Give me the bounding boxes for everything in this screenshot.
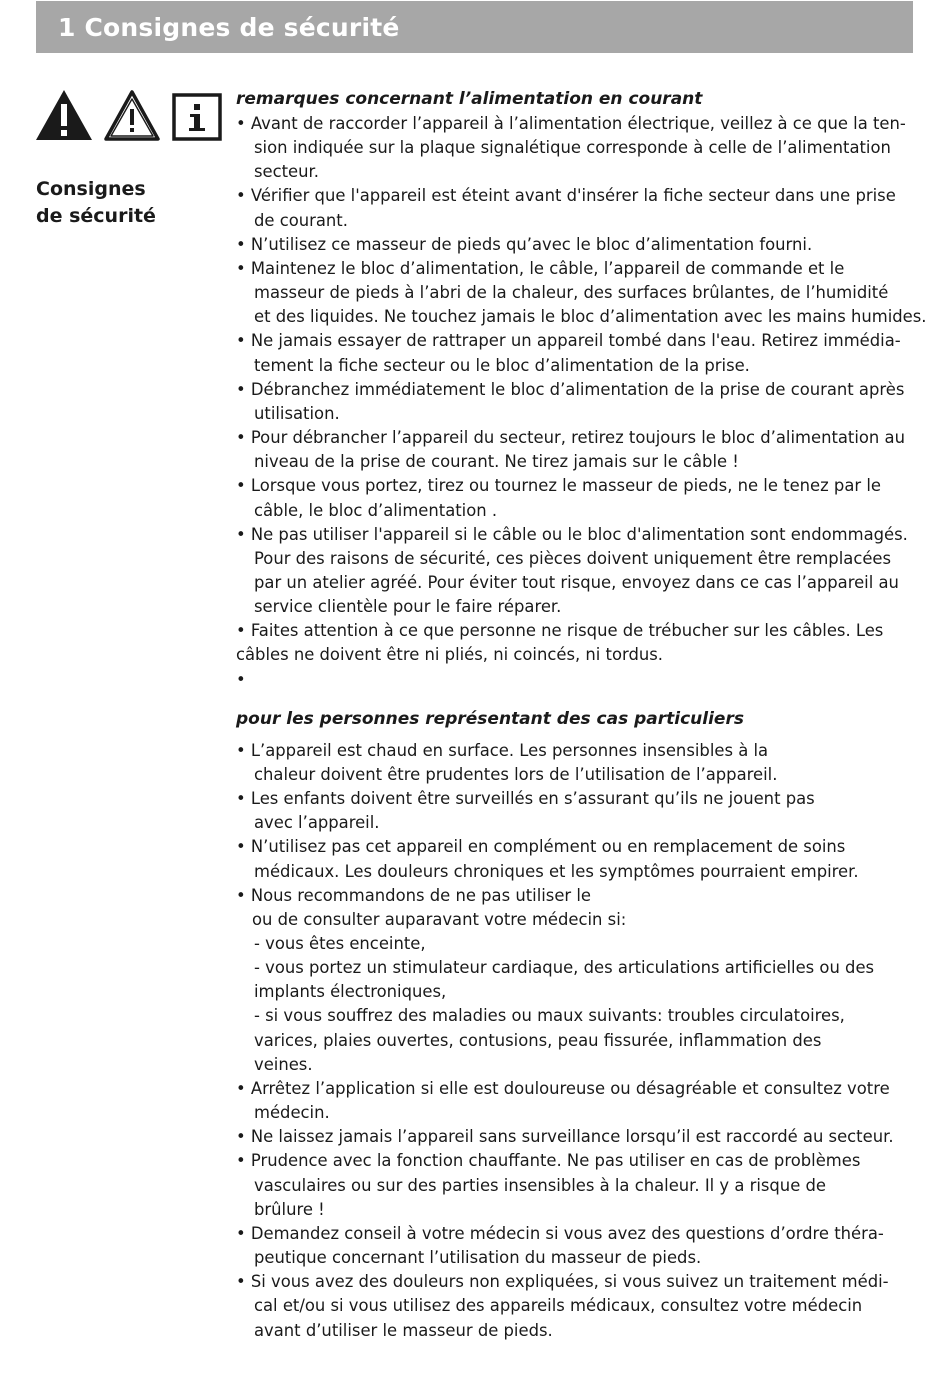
text-line: • Vérifier que l'appareil est éteint avant d'insérer la fiche secteur dans une prise	[236, 186, 896, 206]
text-line: • Débranchez immédiatement le bloc d’alimentation de la prise de courant après	[236, 379, 905, 399]
text-line: • Ne laissez jamais l’appareil sans surveillance lorsqu’il est raccordé au secteur.	[236, 1127, 894, 1147]
text-line: chaleur doivent être prudentes lors de l’utilisation de l’appareil.	[254, 764, 778, 784]
text-line: • Arrêtez l’application si elle est douloureuse ou désagréable et consultez votre	[236, 1078, 890, 1098]
text-line: • Demandez conseil à votre médecin si vous avez des questions d’ordre théra-	[236, 1223, 884, 1243]
sidebar-heading	[36, 176, 216, 230]
text-line: de courant.	[254, 210, 348, 230]
text-line: câble, le bloc d’alimentation .	[254, 500, 498, 520]
text-line: - vous êtes enceinte,	[254, 934, 426, 953]
warning-triangle-icon	[102, 88, 162, 142]
text-line: - vous portez un stimulateur cardiaque, des articulations artificielles ou des	[254, 958, 875, 978]
section-title-power: remarques concernant l’alimentation en courant	[236, 89, 703, 109]
text-line: - si vous souffrez des maladies ou maux suivants: troubles circulatoires,	[254, 1006, 845, 1026]
sidebar-heading-line2: de sécurité	[36, 205, 156, 227]
text-line: • L’appareil est chaud en surface. Les personnes insensibles à la	[236, 740, 769, 760]
text-line: vasculaires ou sur des parties insensibles à la chaleur. Il y a risque de	[254, 1175, 826, 1195]
text-line: avec l’appareil.	[254, 813, 380, 833]
text-line: • Lorsque vous portez, tirez ou tournez le masseur de pieds, ne le tenez par le	[236, 476, 881, 496]
text-line: implants électroniques,	[254, 982, 447, 1002]
text-line: • Ne jamais essayer de rattraper un appareil tombé dans l'eau. Retirez immédia-	[236, 331, 901, 351]
text-line: utilisation.	[254, 403, 340, 423]
text-line: et des liquides. Ne touchez jamais le bloc d’alimentation avec les mains humides.	[254, 307, 927, 327]
danger-triangle-icon	[34, 88, 94, 142]
text-line: ou de consulter auparavant votre médecin si:	[252, 909, 627, 929]
text-line: par un atelier agréé. Pour éviter tout risque, envoyez dans ce cas l’appareil au	[254, 572, 899, 592]
text-line: service clientèle pour le faire réparer.	[254, 597, 562, 617]
text-line: • Ne pas utiliser l'appareil si le câble ou le bloc d'alimentation sont endommagés.	[236, 524, 908, 544]
sidebar-heading-line1: Consignes	[36, 178, 146, 200]
text-line: • Si vous avez des douleurs non expliquées, si vous suivez un traitement médi-	[236, 1272, 889, 1292]
text-line: Pour des raisons de sécurité, ces pièces doivent uniquement être remplacées	[254, 548, 892, 568]
text-line: avant d’utiliser le masseur de pieds.	[254, 1320, 553, 1340]
text-line: médicaux. Les douleurs chroniques et les symptômes pourraient empirer.	[254, 861, 859, 881]
text-line: • Prudence avec la fonction chauffante. Ne pas utiliser en cas de problèmes	[236, 1151, 861, 1171]
text-line: • Les enfants doivent être surveillés en s’assurant qu’ils ne jouent pas	[236, 789, 815, 809]
text-line: • N’utilisez ce masseur de pieds qu’avec le bloc d’alimentation fourni.	[236, 234, 813, 254]
text-line: médecin.	[254, 1103, 330, 1123]
text-line: •	[236, 669, 246, 689]
section-header-bar	[36, 1, 913, 53]
main-content	[236, 86, 942, 1343]
text-line: • Faites attention à ce que personne ne risque de trébucher sur les câbles. Les	[236, 621, 884, 641]
text-line: cal et/ou si vous utilisez des appareils médicaux, consultez votre médecin	[254, 1296, 863, 1316]
text-line: câbles ne doivent être ni pliés, ni coincés, ni tordus.	[236, 645, 664, 665]
text-line: • Avant de raccorder l’appareil à l’alimentation électrique, veillez à ce que la ten-	[236, 114, 906, 133]
text-line: secteur.	[254, 162, 319, 182]
text-line: • N’utilisez pas cet appareil en complément ou en remplacement de soins	[236, 837, 846, 857]
text-line: • Pour débrancher l’appareil du secteur, retirez toujours le bloc d’alimentation au	[236, 428, 905, 448]
text-line: veines.	[254, 1054, 313, 1074]
text-line: sion indiquée sur la plaque signalétique corresponde à celle de l’alimentation	[254, 138, 891, 158]
text-line: • Nous recommandons de ne pas utiliser le	[236, 885, 592, 905]
text-line: masseur de pieds à l’abri de la chaleur, des surfaces brûlantes, de l’humidité	[254, 283, 889, 303]
text-line: brûlure !	[254, 1199, 325, 1219]
text-line: peutique concernant l’utilisation du masseur de pieds.	[254, 1248, 702, 1268]
text-line: • Maintenez le bloc d’alimentation, le câble, l’appareil de commande et le	[236, 258, 845, 278]
text-line: tement la fiche secteur ou le bloc d’alimentation de la prise.	[254, 355, 750, 375]
info-icon	[172, 93, 222, 141]
safety-icons	[34, 88, 224, 142]
page-title: 1 Consignes de sécurité	[58, 12, 400, 42]
section-title-special-cases: pour les personnes représentant des cas particuliers	[236, 708, 744, 729]
text-line: niveau de la prise de courant. Ne tirez jamais sur le câble !	[254, 452, 739, 472]
text-line: varices, plaies ouvertes, contusions, peau fissurée, inflammation des	[254, 1030, 822, 1050]
